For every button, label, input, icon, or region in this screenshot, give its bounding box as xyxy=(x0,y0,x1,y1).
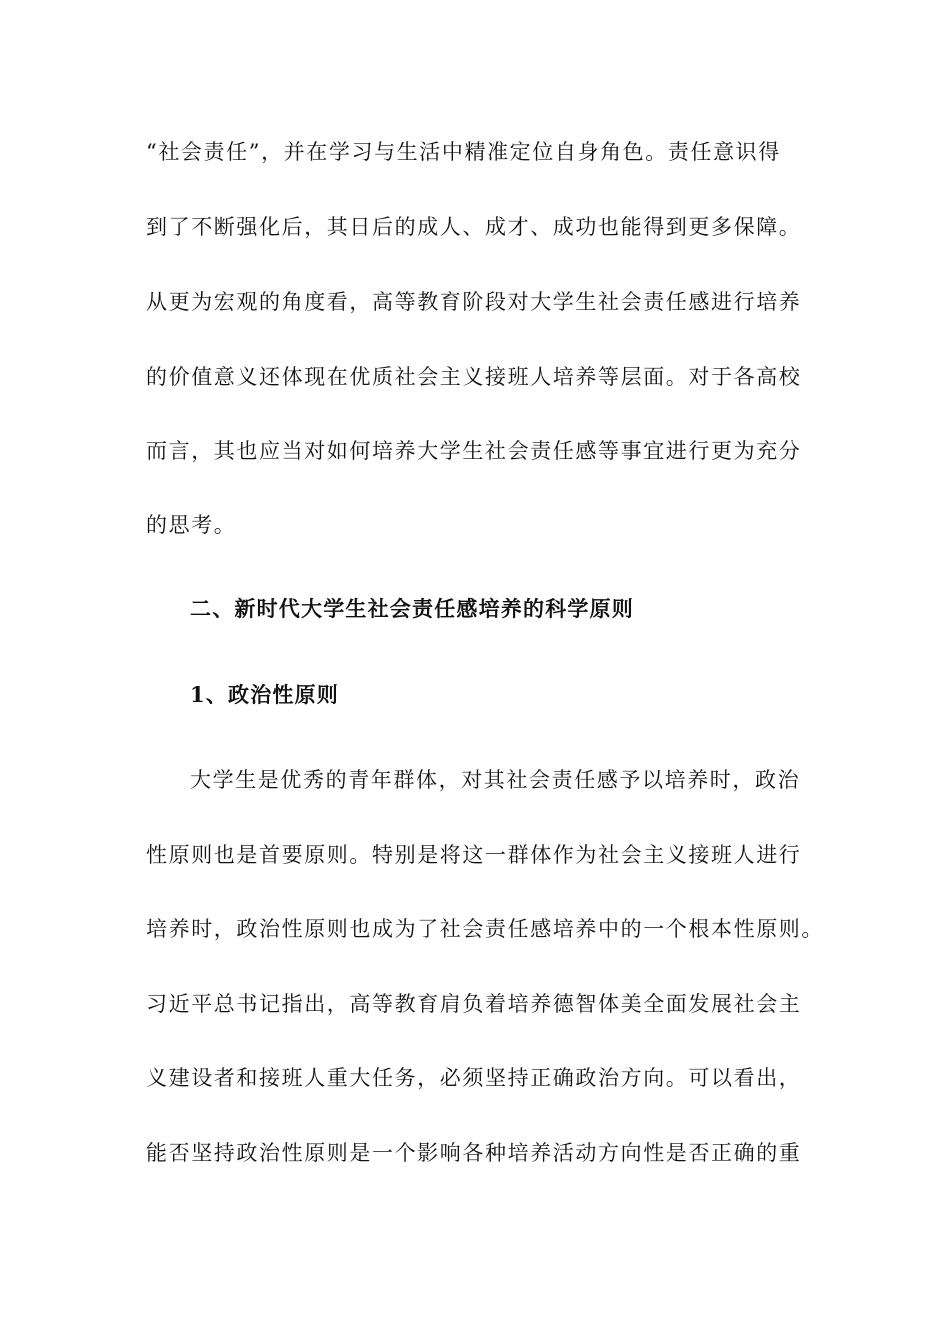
paragraph-line: 习近平总书记指出，高等教育肩负着培养德智体美全面发展社会主 xyxy=(146,992,802,1016)
paragraph-line: 能否坚持政治性原则是一个影响各种培养活动方向性是否正确的重 xyxy=(146,1141,802,1165)
paragraph-line: 而言，其也应当对如何培养大学生社会责任感等事宜进行更为充分 xyxy=(146,439,802,463)
paragraph-line: 从更为宏观的角度看，高等教育阶段对大学生社会责任感进行培养 xyxy=(146,290,802,314)
paragraph-line: 性原则也是首要原则。特别是将这一群体作为社会主义接班人进行 xyxy=(146,843,802,867)
paragraph-line: 培养时，政治性原则也成为了社会责任感培养中的一个根本性原则。 xyxy=(146,917,824,941)
section-heading: 二、新时代大学生社会责任感培养的科学原则 xyxy=(190,596,634,621)
paragraph-line: “社会责任”，并在学习与生活中精准定位自身角色。责任意识得 xyxy=(146,140,781,164)
paragraph-line: 大学生是优秀的青年群体，对其社会责任感予以培养时，政治 xyxy=(190,768,801,792)
paragraph-line: 义建设者和接班人重大任务，必须坚持正确政治方向。可以看出， xyxy=(146,1066,802,1090)
paragraph-line: 的价值意义还体现在优质社会主义接班人培养等层面。对于各高校 xyxy=(146,365,802,389)
subsection-heading: 1、政治性原则 xyxy=(190,682,340,707)
paragraph-line: 到了不断强化后，其日后的成人、成才、成功也能得到更多保障。 xyxy=(146,215,802,239)
paragraph-line: 的思考。 xyxy=(146,513,237,537)
